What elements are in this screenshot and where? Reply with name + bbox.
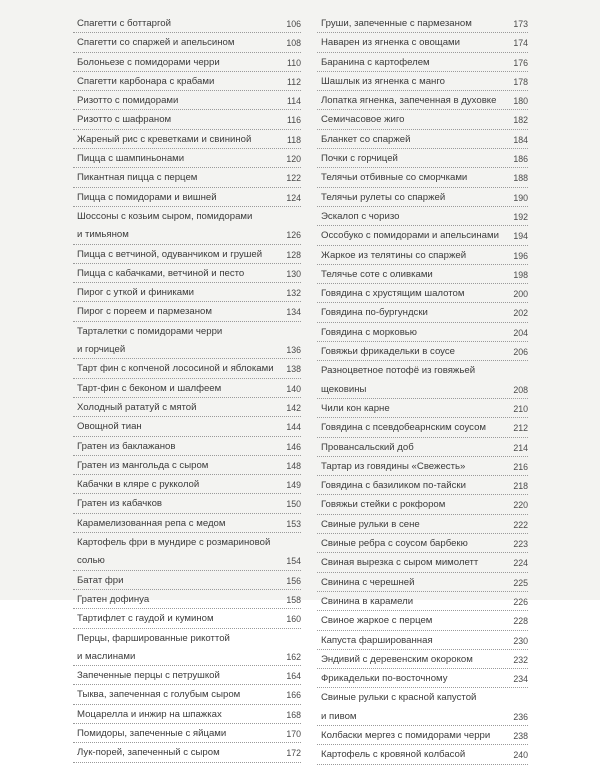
- toc-entry-title: Холодный рататуй с мятой: [77, 401, 197, 413]
- toc-entry-title: и маслинами: [77, 650, 136, 662]
- toc-entry-page-number: 136: [286, 345, 301, 356]
- toc-entry-page-number: 116: [286, 115, 301, 126]
- toc-entry-page-number: 220: [513, 500, 528, 511]
- toc-entry: [73, 72, 301, 91]
- toc-entry-page-number: 225: [513, 577, 528, 588]
- toc-left-column: [73, 14, 301, 763]
- toc-entry-page-number: 218: [513, 481, 528, 492]
- toc-entry: [73, 322, 301, 340]
- toc-entry-page-number: 120: [286, 154, 301, 165]
- toc-entry-page-number: 184: [513, 134, 528, 145]
- toc-entry-title: Пицца с шампиньонами: [77, 153, 185, 165]
- toc-entry-title: Свиные рульки с красной капустой: [321, 692, 477, 704]
- toc-entry: [73, 743, 301, 762]
- toc-entry-title: Свиные рульки в сене: [321, 518, 420, 530]
- toc-entry-title: Гратен из баклажанов: [77, 440, 176, 452]
- toc-entry-title: Тарталетки с помидорами черри: [77, 325, 223, 337]
- toc-entry-page-number: 144: [286, 422, 301, 433]
- toc-entry-title: Оссобуко с помидорами и апельсинами: [321, 230, 499, 242]
- toc-entry: [317, 592, 528, 611]
- toc-entry-title: Говяжьи стейки с рокфором: [321, 499, 446, 511]
- toc-entry: [317, 246, 528, 265]
- toc-entry: [317, 342, 528, 361]
- toc-entry-page-number: 198: [513, 269, 528, 280]
- toc-entry-title: Овощной тиан: [77, 421, 142, 433]
- toc-entry: [73, 225, 301, 244]
- toc-entry: [73, 283, 301, 302]
- toc-entry: [317, 650, 528, 669]
- toc-entry-title: Говядина по-бургундски: [321, 307, 428, 319]
- toc-entry-title: Ризотто с шафраном: [77, 114, 172, 126]
- toc-entry: [73, 149, 301, 168]
- toc-entry-page-number: 174: [513, 38, 528, 49]
- toc-entry-page-number: 112: [286, 76, 301, 87]
- toc-entry-page-number: 166: [286, 690, 301, 701]
- toc-entry: [73, 685, 301, 704]
- toc-entry: [317, 495, 528, 514]
- toc-entry-title: Тарт-фин с беконом и шалфеем: [77, 382, 222, 394]
- toc-entry: [73, 514, 301, 533]
- toc-entry-page-number: 146: [286, 441, 301, 452]
- toc-entry-page-number: 140: [286, 383, 301, 394]
- toc-entry: [73, 475, 301, 494]
- toc-entry-title: Жареный рис с креветками и свининой: [77, 133, 252, 145]
- toc-entry: [73, 207, 301, 225]
- toc-entry-title: щековины: [321, 383, 367, 395]
- toc-entry-title: Спагетти со спаржей и апельсином: [77, 37, 235, 49]
- toc-entry: [317, 399, 528, 418]
- toc-entry-page-number: 173: [513, 19, 528, 29]
- toc-entry-page-number: 232: [513, 654, 528, 665]
- toc-entry-title: Батат фри: [77, 574, 124, 586]
- toc-entry-page-number: 138: [286, 364, 301, 375]
- toc-entry-page-number: 206: [513, 347, 528, 358]
- toc-entry: [73, 494, 301, 513]
- toc-entry-title: Пирог с пореем и пармезаном: [77, 306, 212, 318]
- toc-entry-page-number: 148: [286, 460, 301, 471]
- toc-entry: [73, 33, 301, 52]
- toc-entry-title: Телячье соте с оливками: [321, 268, 433, 280]
- toc-entry-title: Чили кон карне: [321, 402, 390, 414]
- toc-entry-page-number: 160: [286, 614, 301, 625]
- toc-entry: [317, 457, 528, 476]
- toc-entry-title: Свинина с черешней: [321, 576, 415, 588]
- toc-entry-page-number: 224: [513, 558, 528, 569]
- toc-entry: [317, 149, 528, 168]
- toc-entry: [73, 91, 301, 110]
- toc-right-column: [317, 14, 528, 765]
- toc-entry-title: Картофель фри в мундире с розмариновой: [77, 537, 271, 549]
- toc-entry-title: Картофель с кровяной колбасой: [321, 749, 466, 761]
- toc-entry-title: Фрикадельки по-восточному: [321, 673, 448, 685]
- toc-entry-title: Кабачки в кляре с рукколой: [77, 479, 200, 491]
- toc-entry-title: Почки с горчицей: [321, 153, 398, 165]
- toc-entry-page-number: 150: [286, 499, 301, 510]
- toc-entry-title: и пивом: [321, 710, 357, 722]
- toc-entry-page-number: 194: [513, 231, 528, 242]
- toc-entry-title: Телячьи рулеты со спаржей: [321, 191, 446, 203]
- toc-entry: [73, 417, 301, 436]
- toc-entry-title: Пикантная пицца с перцем: [77, 172, 198, 184]
- toc-entry: [317, 688, 528, 706]
- toc-entry-page-number: 202: [513, 308, 528, 319]
- toc-entry-title: Телячьи отбивные со сморчками: [321, 172, 468, 184]
- toc-entry-title: и горчицей: [77, 344, 126, 356]
- toc-entry: [73, 264, 301, 283]
- toc-entry-title: Гратен дофинуа: [77, 593, 150, 605]
- toc-entry-page-number: 180: [513, 96, 528, 107]
- toc-entry-page-number: 153: [286, 518, 301, 529]
- toc-entry-page-number: 122: [286, 173, 301, 184]
- toc-entry-page-number: 108: [286, 38, 301, 49]
- toc-entry-title: Бланкет со спаржей: [321, 133, 411, 145]
- toc-entry-page-number: 200: [513, 289, 528, 300]
- toc-entry-title: Лопатка ягненка, запеченная в духовке: [321, 95, 497, 107]
- toc-entry-title: Говядина с морковью: [321, 326, 417, 338]
- toc-entry: [73, 437, 301, 456]
- toc-entry-title: Гратен из мангольда с сыром: [77, 459, 209, 471]
- toc-entry: [317, 515, 528, 534]
- toc-entry: [317, 284, 528, 303]
- toc-entry: [73, 629, 301, 647]
- toc-entry: [73, 53, 301, 72]
- toc-entry-title: Свиные ребра с соусом барбекю: [321, 538, 468, 550]
- toc-entry-page-number: 158: [286, 594, 301, 605]
- toc-entry-title: Гратен из кабачков: [77, 498, 163, 510]
- toc-entry-title: Эндивий с деревенским окороком: [321, 653, 473, 665]
- toc-entry-page-number: 126: [286, 230, 301, 241]
- toc-entry: [317, 72, 528, 91]
- toc-entry: [317, 168, 528, 187]
- toc-entry-page-number: 114: [286, 96, 301, 107]
- toc-entry-page-number: 168: [286, 709, 301, 720]
- toc-entry-page-number: 214: [513, 442, 528, 453]
- toc-entry-title: Говядина с псевдобеарнским соусом: [321, 422, 487, 434]
- toc-entry: [73, 340, 301, 359]
- toc-entry: [317, 265, 528, 284]
- toc-entry-page-number: 118: [286, 134, 301, 145]
- toc-entry: [73, 188, 301, 207]
- toc-entry: [73, 609, 301, 628]
- toc-entry-page-number: 106: [286, 19, 301, 29]
- toc-entry: [317, 573, 528, 592]
- toc-entry-page-number: 186: [513, 154, 528, 165]
- toc-entry-page-number: 130: [286, 268, 301, 279]
- toc-entry: [317, 14, 528, 33]
- toc-entry-page-number: 228: [513, 616, 528, 627]
- toc-entry: [317, 226, 528, 245]
- toc-entry: [73, 724, 301, 743]
- toc-entry-page-number: 210: [513, 403, 528, 414]
- toc-entry-page-number: 208: [513, 384, 528, 395]
- toc-entry-title: Говядина с хрустящим шалотом: [321, 288, 465, 300]
- toc-entry-title: Ризотто с помидорами: [77, 95, 179, 107]
- toc-entry-title: Свиная вырезка с сыром мимолетт: [321, 557, 479, 569]
- toc-entry: [317, 438, 528, 457]
- toc-entry-page-number: 178: [513, 76, 528, 87]
- toc-entry-title: Карамелизованная репа с медом: [77, 517, 226, 529]
- toc-entry-title: Свиное жаркое с перцем: [321, 615, 433, 627]
- toc-entry-page-number: 154: [286, 556, 301, 567]
- toc-entry: [317, 726, 528, 745]
- toc-entry: [73, 168, 301, 187]
- toc-entry-page-number: 222: [513, 519, 528, 530]
- toc-entry: [317, 707, 528, 726]
- toc-entry-title: Запеченные перцы с петрушкой: [77, 670, 220, 682]
- toc-entry-page-number: 226: [513, 596, 528, 607]
- toc-entry-title: Наварен из ягненка с овощами: [321, 37, 460, 49]
- toc-entry: [73, 130, 301, 149]
- toc-entry-page-number: 240: [513, 750, 528, 761]
- toc-entry-page-number: 182: [513, 115, 528, 126]
- toc-entry-page-number: 234: [513, 674, 528, 685]
- toc-entry-title: Тыква, запеченная с голубым сыром: [77, 689, 241, 701]
- toc-entry: [73, 705, 301, 724]
- toc-entry: [317, 207, 528, 226]
- toc-entry: [73, 666, 301, 685]
- toc-entry-title: Спагетти карбонара с крабами: [77, 75, 215, 87]
- toc-entry: [73, 398, 301, 417]
- toc-entry-page-number: 110: [286, 57, 301, 68]
- toc-entry: [73, 647, 301, 666]
- toc-entry: [73, 14, 301, 33]
- toc-entry-page-number: 212: [513, 423, 528, 434]
- toc-entry-title: Помидоры, запеченные с яйцами: [77, 727, 227, 739]
- toc-entry-page-number: 230: [513, 635, 528, 646]
- toc-entry-title: Семичасовое жиго: [321, 114, 405, 126]
- toc-entry-title: Груши, запеченные с пармезаном: [321, 18, 472, 29]
- toc-entry-title: Шашлык из ягненка с манго: [321, 75, 445, 87]
- toc-entry-title: Тарт фин с копченой лососиной и яблоками: [77, 363, 274, 375]
- toc-entry: [317, 91, 528, 110]
- toc-entry-title: Жаркое из телятины со спаржей: [321, 249, 467, 261]
- toc-entry: [73, 110, 301, 129]
- toc-entry-page-number: 124: [286, 192, 301, 203]
- toc-entry-page-number: 149: [286, 480, 301, 491]
- toc-entry-title: Говяжьи фрикадельки в соусе: [321, 346, 455, 358]
- toc-entry-title: Пицца с ветчиной, одуванчиком и грушей: [77, 248, 263, 260]
- toc-entry: [317, 33, 528, 52]
- toc-entry: [317, 534, 528, 553]
- toc-entry-title: Пирог с уткой и финиками: [77, 287, 195, 299]
- toc-entry-page-number: 172: [286, 748, 301, 759]
- toc-entry: [73, 456, 301, 475]
- toc-entry-title: Капуста фаршированная: [321, 634, 433, 646]
- toc-entry-title: Спагетти с боттаргой: [77, 18, 171, 29]
- toc-entry: [317, 130, 528, 149]
- toc-entry-page-number: 223: [513, 539, 528, 550]
- toc-entry-page-number: 236: [513, 711, 528, 722]
- toc-entry-title: Провансальский доб: [321, 441, 414, 453]
- toc-entry: [317, 745, 528, 764]
- toc-entry: [317, 110, 528, 129]
- toc-entry: [73, 571, 301, 590]
- toc-entry: [317, 418, 528, 437]
- toc-entry-page-number: 128: [286, 249, 301, 260]
- toc-entry: [73, 245, 301, 264]
- toc-entry: [317, 303, 528, 322]
- toc-entry-page-number: 238: [513, 730, 528, 741]
- toc-entry-page-number: 162: [286, 651, 301, 662]
- toc-entry: [73, 551, 301, 570]
- toc-entry: [73, 533, 301, 551]
- toc-entry-title: Пицца с кабачками, ветчиной и песто: [77, 267, 245, 279]
- toc-entry: [317, 188, 528, 207]
- toc-entry: [317, 53, 528, 72]
- toc-entry-page-number: 190: [513, 192, 528, 203]
- toc-entry-page-number: 142: [286, 402, 301, 413]
- toc-entry-title: Свинина в карамели: [321, 595, 414, 607]
- toc-entry-title: Тартар из говядины «Свежесть»: [321, 460, 466, 472]
- toc-entry-page-number: 176: [513, 57, 528, 68]
- toc-entry-title: Эскалоп с чоризо: [321, 210, 400, 222]
- toc-entry-page-number: 164: [286, 671, 301, 682]
- toc-entry-page-number: 216: [513, 461, 528, 472]
- toc-entry-title: солью: [77, 555, 105, 567]
- toc-entry: [317, 361, 528, 379]
- toc-entry-page-number: 170: [286, 728, 301, 739]
- toc-entry: [317, 380, 528, 399]
- toc-entry-page-number: 196: [513, 250, 528, 261]
- toc-entry: [317, 631, 528, 650]
- toc-entry: [317, 553, 528, 572]
- toc-entry: [317, 323, 528, 342]
- toc-entry: [317, 476, 528, 495]
- toc-entry-page-number: 192: [513, 211, 528, 222]
- toc-entry-page-number: 204: [513, 327, 528, 338]
- toc-entry-title: Колбаски мергез с помидорами черри: [321, 729, 491, 741]
- toc-entry-title: Моцарелла и инжир на шпажках: [77, 708, 222, 720]
- toc-entry: [73, 359, 301, 378]
- toc-entry-title: Тартифлет с гаудой и кумином: [77, 613, 214, 625]
- toc-entry-page-number: 156: [286, 575, 301, 586]
- toc-entry: [317, 669, 528, 688]
- toc-entry-page-number: 188: [513, 173, 528, 184]
- toc-entry-page-number: 132: [286, 288, 301, 299]
- toc-entry-title: Перцы, фаршированные рикоттой: [77, 632, 230, 644]
- toc-entry-title: Баранина с картофелем: [321, 56, 430, 68]
- toc-entry-title: Болоньезе с помидорами черри: [77, 56, 220, 68]
- toc-entry-title: Говядина с базиликом по-тайски: [321, 480, 466, 492]
- toc-entry-title: Пицца с помидорами и вишней: [77, 191, 217, 203]
- toc-entry: [73, 302, 301, 321]
- toc-entry: [317, 611, 528, 630]
- toc-entry-title: Шоссоны с козьим сыром, помидорами: [77, 210, 253, 222]
- toc-entry-title: Разноцветное потофё из говяжьей: [321, 365, 476, 377]
- toc-entry: [73, 379, 301, 398]
- toc-entry-title: Лук-порей, запеченный с сыром: [77, 747, 220, 759]
- toc-entry-page-number: 134: [286, 307, 301, 318]
- toc-entry-title: и тимьяном: [77, 229, 129, 241]
